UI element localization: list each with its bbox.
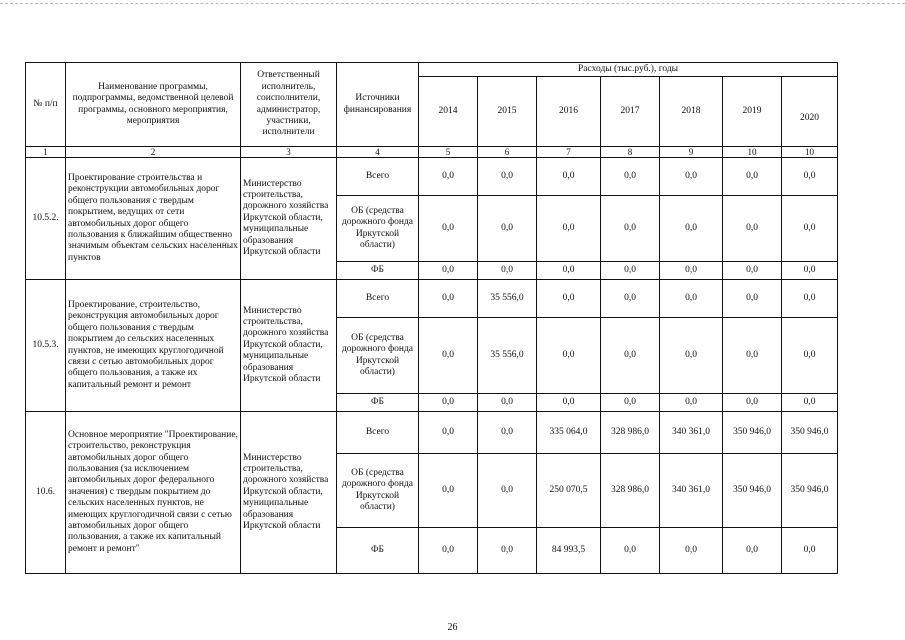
value-cell: 84 993,5	[537, 528, 601, 574]
value-cell: 0,0	[478, 412, 537, 454]
row-index: 10.6.	[26, 412, 66, 574]
value-cell: 328 986,0	[601, 454, 660, 528]
column-number: 10	[723, 147, 782, 158]
value-cell: 0,0	[478, 196, 537, 262]
program-name: Проектирование строительства и реконструкции автомобильных дорог общего пользования с твердым покрытием, ведущих от сети автомобильных дорог общего пользования к ближайшим общественно значимым объектам сельских населенных пунктов	[66, 158, 241, 280]
value-cell: 0,0	[660, 394, 723, 412]
budget-table	[25, 62, 838, 574]
header-name: Наименование программы, подпрограммы, ведомственной целевой программы, основного мероприятия, мероприятия	[66, 63, 241, 147]
value-cell: 0,0	[660, 262, 723, 280]
header-year: 2020	[782, 77, 838, 147]
value-cell: 0,0	[478, 394, 537, 412]
column-number: 1	[26, 147, 66, 158]
column-number: 2	[66, 147, 241, 158]
value-cell: 0,0	[419, 318, 478, 394]
value-cell: 0,0	[660, 158, 723, 196]
header-year: 2018	[660, 77, 723, 147]
value-cell: 350 946,0	[782, 412, 838, 454]
value-cell: 0,0	[660, 318, 723, 394]
program-name: Основное мероприятие "Проектирование, строительство, реконструкция автомобильных дорог общего пользования (за исключением автомобильных дорог федерального значения) с твердым покрытием до сельских населенных пунктов, не имеющих круглогодичной связи с сетью автомобильных дорог общего пользования, а также их капитальный ремонт и ремонт"	[66, 412, 241, 574]
column-number: 6	[478, 147, 537, 158]
program-name: Проектирование, строительство, реконструкция автомобильных дорог общего пользования с твердым покрытием до сельских населенных пунктов, не имеющих круглогодичной связи с сетью автомобильных дорог общего пользования, а также их капитальный ремонт и ремонт	[66, 280, 241, 412]
header-expenses: Расходы (тыс.руб.), годы	[419, 63, 838, 77]
page-number: 26	[447, 622, 458, 633]
column-number-row	[26, 147, 838, 158]
column-number: 7	[537, 147, 601, 158]
value-cell: 0,0	[537, 318, 601, 394]
funding-source: ФБ	[337, 394, 419, 412]
header-year: 2015	[478, 77, 537, 147]
value-cell: 35 556,0	[478, 280, 537, 318]
header-source: Источники финансирования	[337, 63, 419, 147]
row-index: 10.5.3.	[26, 280, 66, 412]
value-cell: 0,0	[723, 528, 782, 574]
value-cell: 0,0	[723, 158, 782, 196]
value-cell: 0,0	[419, 528, 478, 574]
value-cell: 0,0	[537, 262, 601, 280]
value-cell: 0,0	[782, 528, 838, 574]
value-cell: 0,0	[660, 280, 723, 318]
value-cell: 0,0	[419, 412, 478, 454]
funding-source: ОБ (средства дорожного фонда Иркутской области)	[337, 196, 419, 262]
header-year: 2019	[723, 77, 782, 147]
column-number: 5	[419, 147, 478, 158]
value-cell: 0,0	[723, 196, 782, 262]
value-cell: 0,0	[478, 158, 537, 196]
value-cell: 350 946,0	[723, 454, 782, 528]
column-number: 9	[660, 147, 723, 158]
table-row	[26, 280, 838, 318]
value-cell: 350 946,0	[723, 412, 782, 454]
value-cell: 0,0	[601, 394, 660, 412]
column-number: 10	[782, 147, 838, 158]
funding-source: ОБ (средства дорожного фонда Иркутской области)	[337, 318, 419, 394]
funding-source: ОБ (средства дорожного фонда Иркутской области)	[337, 454, 419, 528]
value-cell: 0,0	[419, 280, 478, 318]
value-cell: 0,0	[537, 394, 601, 412]
value-cell: 0,0	[537, 158, 601, 196]
value-cell: 250 070,5	[537, 454, 601, 528]
value-cell: 328 986,0	[601, 412, 660, 454]
value-cell: 0,0	[601, 158, 660, 196]
value-cell: 0,0	[419, 454, 478, 528]
value-cell: 0,0	[782, 196, 838, 262]
header-year: 2016	[537, 77, 601, 147]
value-cell: 0,0	[601, 196, 660, 262]
table-row	[26, 412, 838, 454]
value-cell: 0,0	[419, 196, 478, 262]
value-cell: 0,0	[419, 158, 478, 196]
header-year: 2014	[419, 77, 478, 147]
value-cell: 0,0	[782, 158, 838, 196]
value-cell: 0,0	[601, 280, 660, 318]
responsible-executor: Министерство строительства, дорожного хозяйства Иркутской области, муниципальные образования Иркутской области	[241, 280, 337, 412]
value-cell: 35 556,0	[478, 318, 537, 394]
value-cell: 0,0	[723, 394, 782, 412]
value-cell: 0,0	[723, 262, 782, 280]
header-year: 2017	[601, 77, 660, 147]
value-cell: 0,0	[478, 454, 537, 528]
funding-source: Всего	[337, 412, 419, 454]
value-cell: 0,0	[537, 196, 601, 262]
value-cell: 0,0	[601, 318, 660, 394]
funding-source: ФБ	[337, 528, 419, 574]
value-cell: 350 946,0	[782, 454, 838, 528]
value-cell: 0,0	[723, 318, 782, 394]
scan-edge-line	[0, 3, 905, 4]
column-number: 3	[241, 147, 337, 158]
value-cell: 0,0	[419, 394, 478, 412]
header-num: № п/п	[26, 63, 66, 147]
value-cell: 0,0	[782, 394, 838, 412]
funding-source: Всего	[337, 158, 419, 196]
value-cell: 335 064,0	[537, 412, 601, 454]
column-number: 4	[337, 147, 419, 158]
value-cell: 0,0	[782, 318, 838, 394]
value-cell: 340 361,0	[660, 454, 723, 528]
value-cell: 0,0	[660, 196, 723, 262]
value-cell: 0,0	[782, 262, 838, 280]
value-cell: 0,0	[660, 528, 723, 574]
value-cell: 0,0	[478, 262, 537, 280]
row-index: 10.5.2.	[26, 158, 66, 280]
column-number: 8	[601, 147, 660, 158]
value-cell: 0,0	[601, 528, 660, 574]
value-cell: 0,0	[601, 262, 660, 280]
value-cell: 0,0	[419, 262, 478, 280]
funding-source: Всего	[337, 280, 419, 318]
responsible-executor: Министерство строительства, дорожного хозяйства Иркутской области, муниципальные образования Иркутской области	[241, 412, 337, 574]
value-cell: 340 361,0	[660, 412, 723, 454]
value-cell: 0,0	[478, 528, 537, 574]
value-cell: 0,0	[782, 280, 838, 318]
responsible-executor: Министерство строительства, дорожного хозяйства Иркутской области, муниципальные образования Иркутской области	[241, 158, 337, 280]
value-cell: 0,0	[537, 280, 601, 318]
table-row	[26, 158, 838, 196]
header-responsible: Ответственный исполнитель, соисполнители, администратор, участники, исполнители	[241, 63, 337, 147]
value-cell: 0,0	[723, 280, 782, 318]
funding-source: ФБ	[337, 262, 419, 280]
